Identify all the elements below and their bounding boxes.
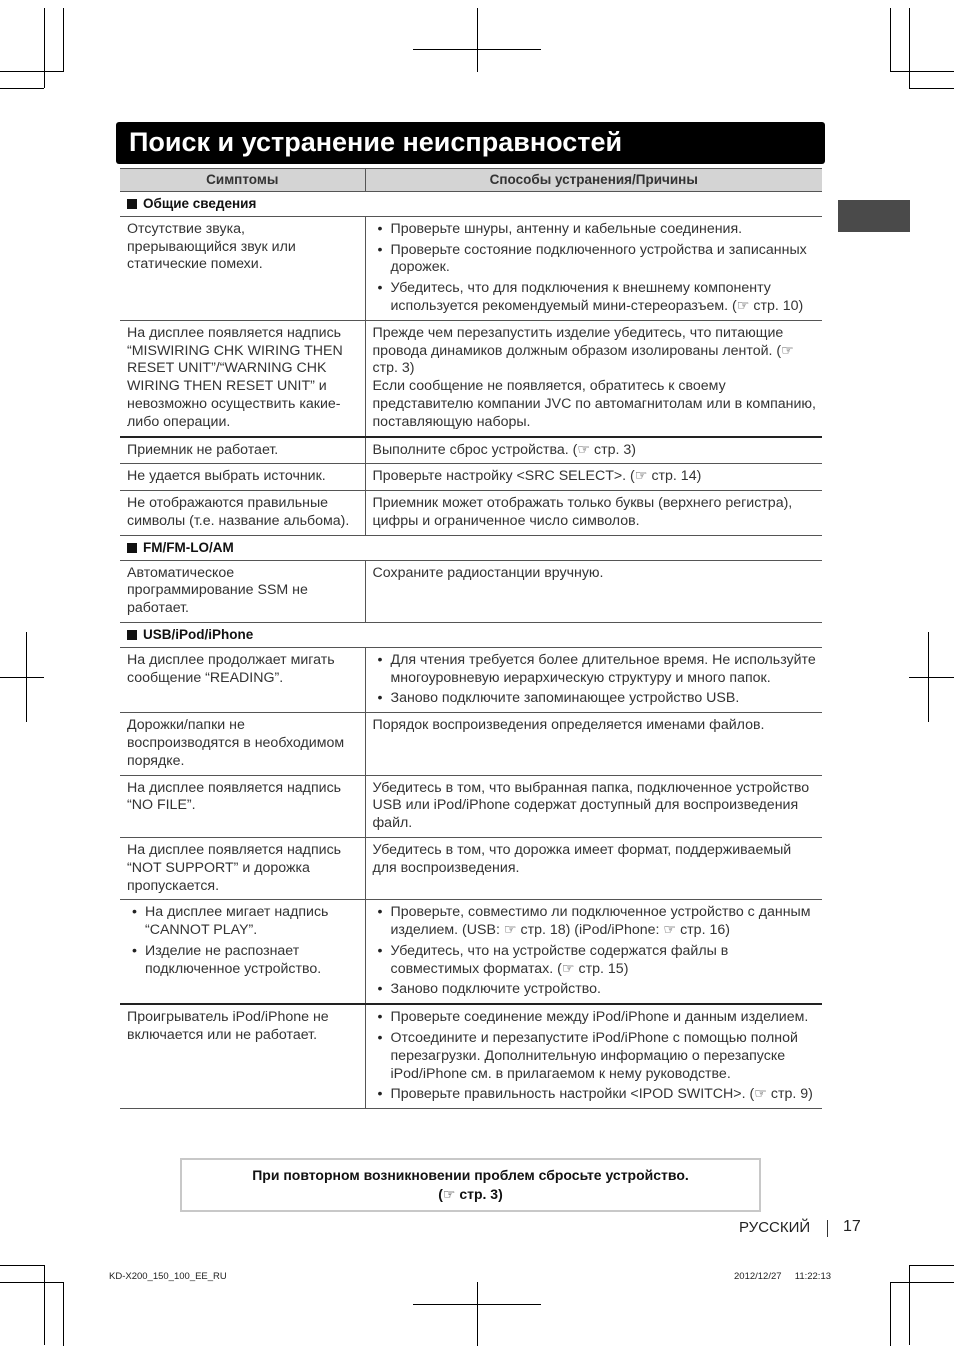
crop-mark [0,71,63,72]
symptom-cell: Отсутствие звука, прерывающийся звук или статические помехи. [120,216,365,320]
remedy-cell [365,1004,822,1108]
section-row-usb [120,622,822,647]
page-title: Поиск и устранение неисправностей [116,122,825,162]
crop-mark [909,1265,954,1266]
remedy-cell: Проверьте настройку <SRC SELECT>. (☞ стр. 14) [365,464,822,491]
remedy-list [373,1009,817,1104]
symptom-cell: Не удается выбрать источник. [120,464,365,491]
crop-mark [413,1304,541,1305]
table-row [120,775,822,837]
symptom-list [127,904,359,978]
section-square-icon [127,543,137,553]
table-row [120,900,822,1004]
page-separator [827,1220,828,1237]
symptom-cell: Приемник не работает. [120,437,365,464]
list-item: • Проверьте, совместимо ли подключенное устройство с данным изделием. (USB: ☞ стр. 18) (iPod/iPhone: ☞ стр. 16) [373,904,817,940]
symptom-cell: Автоматическое программирование SSM не работает. [120,560,365,622]
list-item: • Отсоедините и перезапустите iPod/iPhone с помощью полной перезагрузки. Дополнительную информацию о перезапуске iPod/iPhone см. в прилагаемом к нему руководстве. [373,1030,817,1083]
crop-mark [44,8,45,88]
crop-mark [909,677,954,678]
file-name: KD-X200_150_100_EE_RU [109,1271,227,1282]
column-header-symptoms: Симптомы [120,169,365,192]
table-row [120,464,822,491]
list-item: • Проверьте шнуры, антенну и кабельные соединения. [373,221,817,239]
table-row [120,713,822,775]
crop-mark [909,8,910,88]
crop-mark [0,1282,63,1283]
list-item: • На дисплее мигает надпись “CANNOT PLAY”. [127,904,359,940]
table-row [120,1004,822,1108]
symptom-cell: На дисплее появляется надпись “MISWIRING CHK WIRING THEN RESET UNIT”/“WARNING CHK WIRING THEN RESET UNIT” и невозможно осуществить какие-либо операции. [120,320,365,436]
section-row-fm [120,535,822,560]
reset-note-box [180,1158,761,1212]
section-row-general [120,192,822,217]
remedy-cell: Убедитесь в том, что дорожка имеет формат, поддерживаемый для воспроизведения. [365,837,822,899]
section-title: USB/iPod/iPhone [143,626,254,642]
symptom-cell: Дорожки/папки не воспроизводятся в необходимом порядке. [120,713,365,775]
crop-mark [0,677,44,678]
remedy-cell: Убедитесь в том, что выбранная папка, подключенное устройство USB или iPod/iPhone содержат доступный для воспроизведения файл. [365,775,822,837]
page-number: 17 [843,1218,861,1235]
symptom-cell [120,900,365,1004]
symptom-cell: Не отображаются правильные символы (т.е. название альбома). [120,491,365,536]
page-language: РУССКИЙ [739,1219,811,1236]
symptom-cell: На дисплее продолжает мигать сообщение “READING”. [120,647,365,712]
list-item: • Заново подключите устройство. [373,981,817,999]
note-line-2: (☞ стр. 3) [438,1186,503,1202]
table-row [120,647,822,712]
table-row [120,560,822,622]
crop-mark [477,8,478,72]
crop-mark [413,49,541,50]
symptom-cell: Проигрыватель iPod/iPhone не включается или не работает. [120,1004,365,1108]
table-row [120,837,822,899]
remedy-list [373,904,817,999]
section-square-icon [127,630,137,640]
table-header-row [120,169,822,192]
remedy-cell: Прежде чем перезапустить изделие убедитесь, что питающие провода динамиков должным образом изолированы лентой. (☞ стр. 3) Если сообщение не появляется, обратитесь к своему представителю компании JVC по автомагнитолам или в компанию, поставляющую наборы. [365,320,822,436]
column-header-remedies: Способы устранения/Причины [365,169,822,192]
remedy-cell [365,900,822,1004]
language-tab-marker [838,200,910,232]
list-item: • Для чтения требуется более длительное время. Не используйте многоуровневую иерархическую структуру и много папок. [373,652,817,688]
list-item: • Изделие не распознает подключенное устройство. [127,943,359,979]
print-timestamp: 2012/12/27 11:22:13 [734,1271,832,1282]
crop-mark [0,88,44,89]
section-square-icon [127,199,137,209]
list-item: • Проверьте соединение между iPod/iPhone и данным изделием. [373,1009,817,1027]
note-line-1: При повторном возникновении проблем сбросьте устройство. [252,1167,689,1183]
crop-mark [0,1265,44,1266]
section-title: FM/FM-LO/AM [143,539,234,555]
symptom-cell: На дисплее появляется надпись “NO FILE”. [120,775,365,837]
remedy-cell: Порядок воспроизведения определяется именами файлов. [365,713,822,775]
crop-mark [890,1282,954,1283]
remedy-list [373,221,817,316]
crop-mark [477,1282,478,1346]
table-row [120,491,822,536]
crop-mark [44,1265,45,1345]
remedy-cell: Сохраните радиостанции вручную. [365,560,822,622]
remedy-list [373,652,817,708]
table-row [120,437,822,464]
crop-mark [890,1282,891,1346]
list-item: • Убедитесь, что для подключения к внешнему компоненту используется рекомендуемый мини-стереоразъем. (☞ стр. 10) [373,280,817,316]
crop-mark [909,1265,910,1345]
section-title: Общие сведения [143,196,257,211]
crop-mark [909,88,954,89]
crop-mark [890,71,954,72]
remedy-cell: Приемник может отображать только буквы (верхнего регистра), цифры и ограниченное число символов. [365,491,822,536]
symptom-cell: На дисплее появляется надпись “NOT SUPPORT” и дорожка пропускается. [120,837,365,899]
list-item: • Проверьте правильность настройки <IPOD SWITCH>. (☞ стр. 9) [373,1086,817,1104]
list-item: • Заново подключите запоминающее устройство USB. [373,690,817,708]
remedy-cell [365,647,822,712]
remedy-cell [365,216,822,320]
troubleshooting-table [120,168,822,1109]
table-row [120,320,822,436]
table-row [120,216,822,320]
remedy-cell: Выполните сброс устройства. (☞ стр. 3) [365,437,822,464]
crop-mark [890,8,891,72]
list-item: • Убедитесь, что на устройстве содержатся файлы в совместимых форматах. (☞ стр. 15) [373,943,817,979]
list-item: • Проверьте состояние подключенного устройства и записанных дорожек. [373,242,817,278]
crop-mark [63,1282,64,1346]
crop-mark [63,8,64,72]
